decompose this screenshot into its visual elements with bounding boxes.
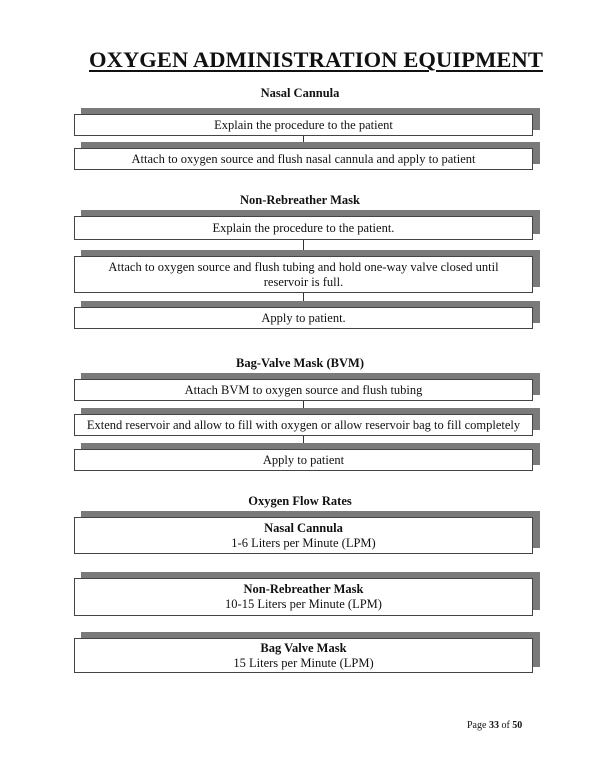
flow-rate-value: 10-15 Liters per Minute (LPM) <box>225 597 382 611</box>
step-box: Apply to patient <box>74 449 533 471</box>
connector-line <box>303 293 304 301</box>
flow-step <box>74 379 533 401</box>
connector-line <box>303 240 304 250</box>
step-box: Attach to oxygen source and flush tubing and hold one-way valve closed until reservoir is full. <box>74 256 533 293</box>
page-prefix: Page <box>467 720 489 731</box>
section-heading-bvm: Bag-Valve Mask (BVM) <box>235 356 364 370</box>
flow-step <box>74 256 533 293</box>
section-heading-nasal-cannula: Nasal Cannula <box>260 86 340 100</box>
flow-rate-card <box>74 578 533 616</box>
rate-box <box>74 517 533 554</box>
step-box: Attach to oxygen source and flush nasal cannula and apply to patient <box>74 148 533 170</box>
flow-rate-card <box>74 517 533 554</box>
step-box: Extend reservoir and allow to fill with oxygen or allow reservoir bag to fill completely <box>74 414 533 436</box>
flow-step <box>74 449 533 471</box>
flow-step <box>74 414 533 436</box>
device-name: Non-Rebreather Mask <box>243 582 364 596</box>
flow-step <box>74 114 533 136</box>
step-box: Apply to patient. <box>74 307 533 329</box>
flow-step <box>74 148 533 170</box>
flow-step <box>74 307 533 329</box>
step-box: Attach BVM to oxygen source and flush tubing <box>74 379 533 401</box>
step-box: Explain the procedure to the patient. <box>74 216 533 240</box>
flow-step <box>74 216 533 240</box>
step-box: Explain the procedure to the patient <box>74 114 533 136</box>
page-number <box>467 720 522 731</box>
rate-box <box>74 638 533 673</box>
section-heading-non-rebreather: Non-Rebreather Mask <box>239 193 360 207</box>
section-heading-flow-rates: Oxygen Flow Rates <box>248 494 352 508</box>
total-pages: 50 <box>512 720 523 731</box>
current-page: 33 <box>488 720 499 731</box>
flow-rate-value: 1-6 Liters per Minute (LPM) <box>231 535 376 550</box>
device-name: Nasal Cannula <box>264 520 343 535</box>
device-name: Bag Valve Mask <box>260 640 347 655</box>
flow-rate-value: 15 Liters per Minute (LPM) <box>233 655 374 670</box>
rate-box <box>74 578 533 616</box>
page-of: of <box>498 720 513 731</box>
flow-rate-card <box>74 638 533 673</box>
page-title: OXYGEN ADMINISTRATION EQUIPMENT <box>89 47 543 72</box>
